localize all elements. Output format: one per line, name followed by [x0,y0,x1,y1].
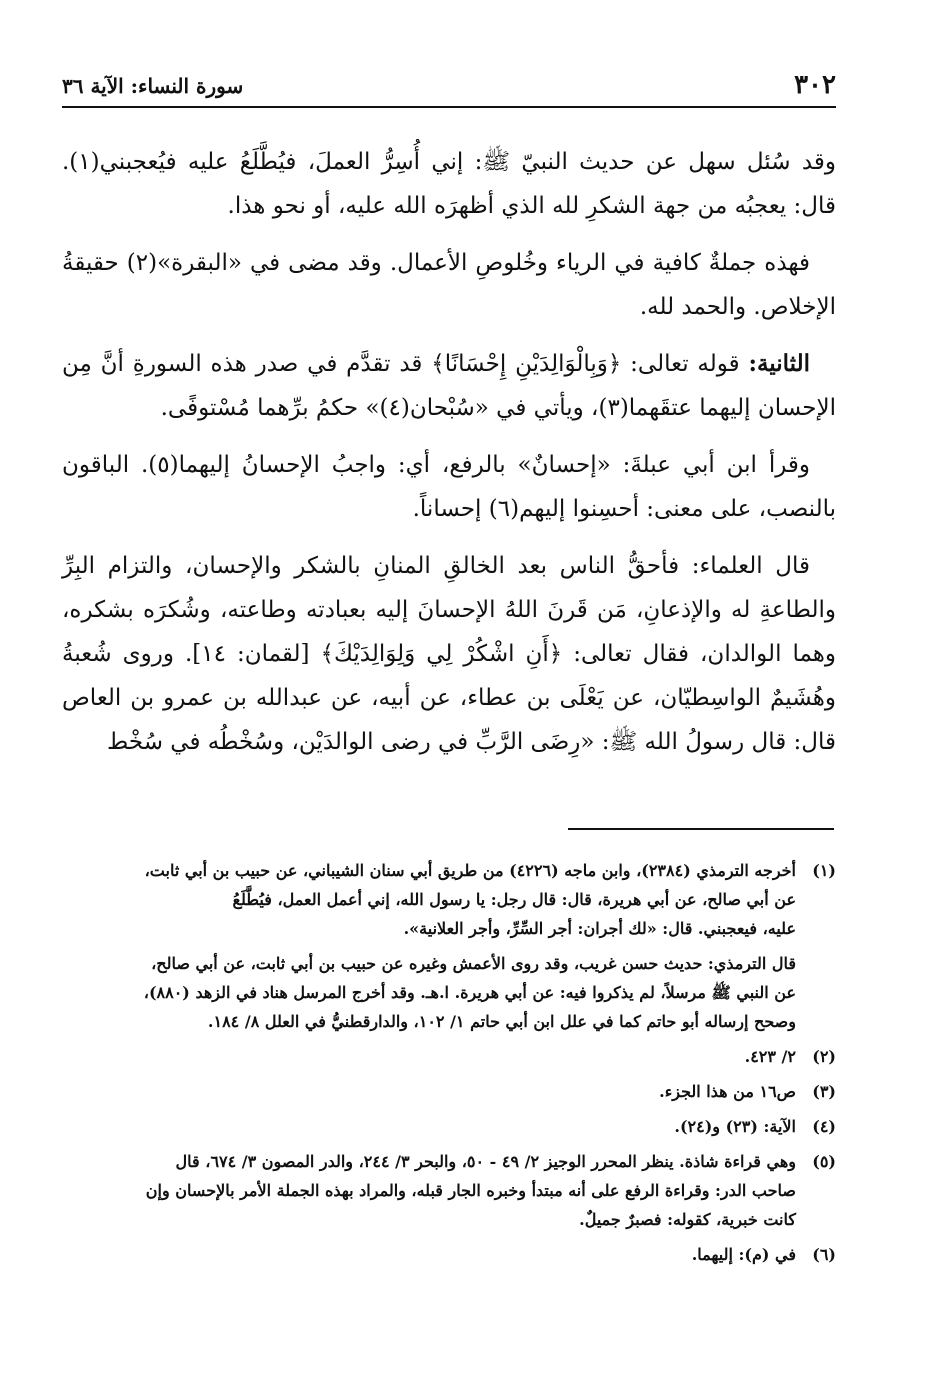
footnote-mark: (٤) [812,1117,836,1136]
footnote-line: كانت خبرية، كقوله: فصبرٌ جميلٌ. [579,1210,796,1229]
paragraph-4: وقرأ ابن أبي عبلةَ: «إحسانٌ» بالرفع، أي: واجبُ الإحسانُ إليهما(٥). الباقون بالنصب، على معنى: أحسِنوا إليهم(٦) إحساناً. [62,452,836,522]
footnote-line: صاحب الدر: وقراءة الرفع على أنه مبتدأ وخبره الجار قبله، والمراد بهذه الجملة الأمر بالإحسان وإن [145,1181,796,1200]
footnote-mark: (٥) [812,1152,836,1171]
running-title: سورة النساء: الآية ٣٦ [62,74,244,98]
paragraph-3 [62,342,836,430]
paragraph-2: فهذه جملةٌ كافية في الرياء وخُلوصِ الأعمال. وقد مضى في «البقرة»(٢) حقيقةُ الإخلاص. والحمد لله. [62,250,836,320]
footnote-line: ص١٦ من هذا الجزء. [659,1082,796,1101]
footnote-line: قال الترمذي: حديث حسن غريب، وقد روى الأعمش وغيره عن حبيب بن أبي ثابت، عن أبي صالح، [151,954,796,973]
main-text [62,140,836,777]
footnote-line: وهي قراءة شاذة. ينظر المحرر الوجيز ٢/ ٤٩ - ٥٠، والبحر ٣/ ٢٤٤، والدر المصون ٣/ ٦٧٤، قال [175,1152,796,1171]
footnote-mark: (١) [812,861,836,880]
footnote-line: عن النبي ﷺ مرسلاً، لم يذكروا فيه: عن أبي هريرة. ا.هـ. وقد أخرج المرسل هناد في الزهد (٨٨٠)، [143,983,796,1002]
footnote-line: ٢/ ٤٢٣. [744,1047,796,1066]
page-header [62,66,836,108]
paragraph-1: وقد سُئل سهل عن حديث النبيّ ﷺ: إني أُسِرُّ العملَ، فيُطَّلَعُ عليه فيُعجبني(١). قال: يعجبُه من جهة الشكرِ لله الذي أظهرَه الله عليه، أو نحو هذا. [62,149,836,219]
footnote-line: في (م): إليهما. [691,1245,796,1264]
paragraph-5: قال العلماء: فأحقُّ الناس بعد الخالقِ المنانِ بالشكر والإحسان، والتزام البِرِّ والطاعةِ له والإذعانِ، مَن قَرنَ اللهُ الإحسانَ إليه بعبادته وطاعته، وشُكرَه بشكره، وهما الوالدان، فقال تعالى: ﴿أَنِ اشْكُرْ لِي وَلِوَالِدَيْكَ﴾ [لقمان: ١٤]. وروى شُعبةُ وهُشَيمٌ الواسِطيّان، عن يَعْلَى بن عطاء، عن أبيه، عن عبدالله بن عمرو بن العاص قال: قال رسولُ الله ﷺ: «رِضَى الرَّبِّ في رضى الوالدَيْن، وسُخْطُه في سُخْط [62,553,836,755]
page-number: ٣٠٢ [794,70,836,100]
footnote-mark: (٣) [812,1082,836,1101]
footnote-1 [68,856,836,943]
footnote-line: وصحح إرساله أبو حاتم كما في علل ابن أبي حاتم ١/ ١٠٢، والدارقطنيُّ في العلل ٨/ ١٨٤. [207,1012,796,1031]
paragraph-3-text: قد تقدَّم في صدر هذه السورةِ أنَّ مِن الإحسان إليهما عتقَهما(٣)، ويأتي في «سُبْحان(٤)» حكمُ برِّهما مُسْتوفًى. [62,351,836,421]
footnote-5 [68,1147,836,1234]
footnotes [68,856,836,1275]
footnote-separator [568,828,834,830]
footnote-line: عن أبي صالح، عن أبي هريرة، قال: قال رجل: يا رسول الله، إني أعمل العمل، فيُطَّلَعُ [232,890,796,909]
footnote-3 [68,1077,836,1106]
footnote-2 [68,1042,836,1071]
footnote-mark: (٢) [812,1047,836,1066]
footnote-line: عليه، فيعجبني. قال: «لك أجران: أجر السِّرِّ، وأجر العلانية». [403,919,796,938]
footnote-6 [68,1240,836,1269]
footnote-mark: (٦) [812,1245,836,1264]
section-label-second: الثانية: [748,350,810,377]
footnote-line: أخرجه الترمذي (٢٣٨٤)، وابن ماجه (٤٢٢٦) من طريق أبي سنان الشيباني، عن حبيب بن أبي ثابت، [144,861,796,880]
verse-quote: قوله تعالى: ﴿وَبِالْوَالِدَيْنِ إِحْسَانًا﴾ [431,351,740,377]
footnote-4 [68,1112,836,1141]
footnote-1-continued [68,949,836,1036]
footnote-line: الآية: (٢٣) و(٢٤). [674,1117,796,1136]
